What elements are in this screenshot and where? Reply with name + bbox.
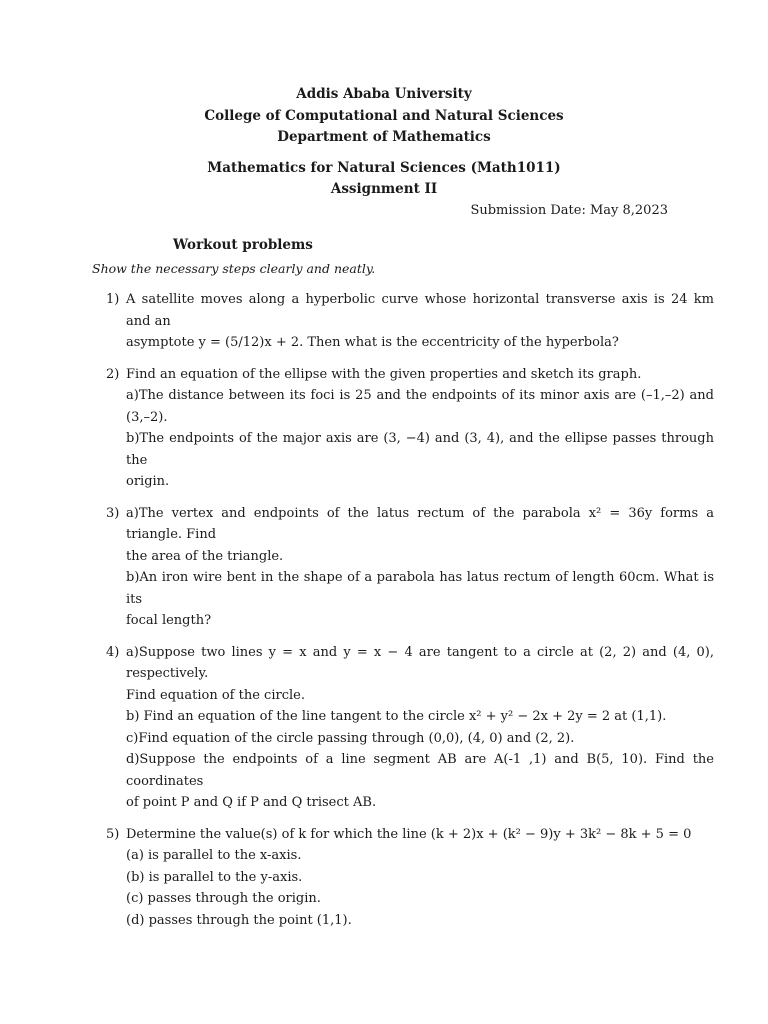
problem-2 <box>106 364 714 493</box>
problem-line: origin. <box>126 474 170 489</box>
problem-list <box>106 289 714 941</box>
problem-4 <box>106 642 714 814</box>
problem-line: asymptote y = (5/12)x + 2. Then what is the eccentricity of the hyperbola? <box>126 335 619 350</box>
university-name: Addis Ababa University <box>296 86 472 102</box>
assignment-title: Assignment II <box>330 181 438 197</box>
problem-5 <box>106 824 714 932</box>
problem-3 <box>106 503 714 632</box>
problem-1 <box>106 289 714 354</box>
problem-number: 5) <box>106 826 120 842</box>
problem-line: a)The distance between its foci is 25 and the endpoints of its minor axis are (–1,–2) and (3,–2). <box>126 388 714 425</box>
problem-line: of point P and Q if P and Q trisect AB. <box>126 795 377 810</box>
document-header <box>0 84 768 201</box>
problem-line: focal length? <box>126 613 212 628</box>
problem-line: Find an equation of the ellipse with the given properties and sketch its graph. <box>126 366 642 382</box>
problem-line: (b) is parallel to the y-axis. <box>126 869 303 885</box>
submission-date: Submission Date: May 8,2023 <box>470 203 668 218</box>
problem-line: Find equation of the circle. <box>126 687 305 703</box>
problem-number: 4) <box>106 644 120 660</box>
problem-line: (d) passes through the point (1,1). <box>126 912 352 928</box>
course-title: Mathematics for Natural Sciences (Math1011) <box>207 159 561 176</box>
problem-line: a)Suppose two lines y = x and y = x − 4 are tangent to a circle at (2, 2) and (4, 0), respectively. <box>126 644 714 681</box>
problem-number: 3) <box>106 505 120 521</box>
problem-line: a)The vertex and endpoints of the latus rectum of the parabola x² = 36y forms a triangle. Find <box>126 505 714 542</box>
problem-line: c)Find equation of the circle passing through (0,0), (4, 0) and (2, 2). <box>126 730 575 746</box>
instruction-text: Show the necessary steps clearly and neatly. <box>92 261 376 276</box>
section-title: Workout problems <box>173 237 313 253</box>
college-name: College of Computational and Natural Sciences <box>204 107 564 124</box>
problem-line: Determine the value(s) of k for which the line (k + 2)x + (k² − 9)y + 3k² − 8k + 5 = 0 <box>126 826 692 842</box>
problem-number: 2) <box>106 366 120 382</box>
problem-number: 1) <box>106 292 120 307</box>
problem-line: (c) passes through the origin. <box>126 891 321 906</box>
problem-line: the area of the triangle. <box>126 548 284 564</box>
problem-line: (a) is parallel to the x-axis. <box>126 848 302 863</box>
problem-line: b)The endpoints of the major axis are (3, −4) and (3, 4), and the ellipse passes through the <box>126 431 714 468</box>
problem-line: b)An iron wire bent in the shape of a parabola has latus rectum of length 60cm. What is its <box>126 570 714 607</box>
problem-line: b) Find an equation of the line tangent to the circle x² + y² − 2x + 2y = 2 at (1,1). <box>126 709 667 724</box>
department-name: Department of Mathematics <box>277 129 491 145</box>
problem-line: d)Suppose the endpoints of a line segment AB are A(-1 ,1) and B(5, 10). Find the coordinates <box>126 752 714 789</box>
problem-line: A satellite moves along a hyperbolic curve whose horizontal transverse axis is 24 km and an <box>126 292 714 329</box>
